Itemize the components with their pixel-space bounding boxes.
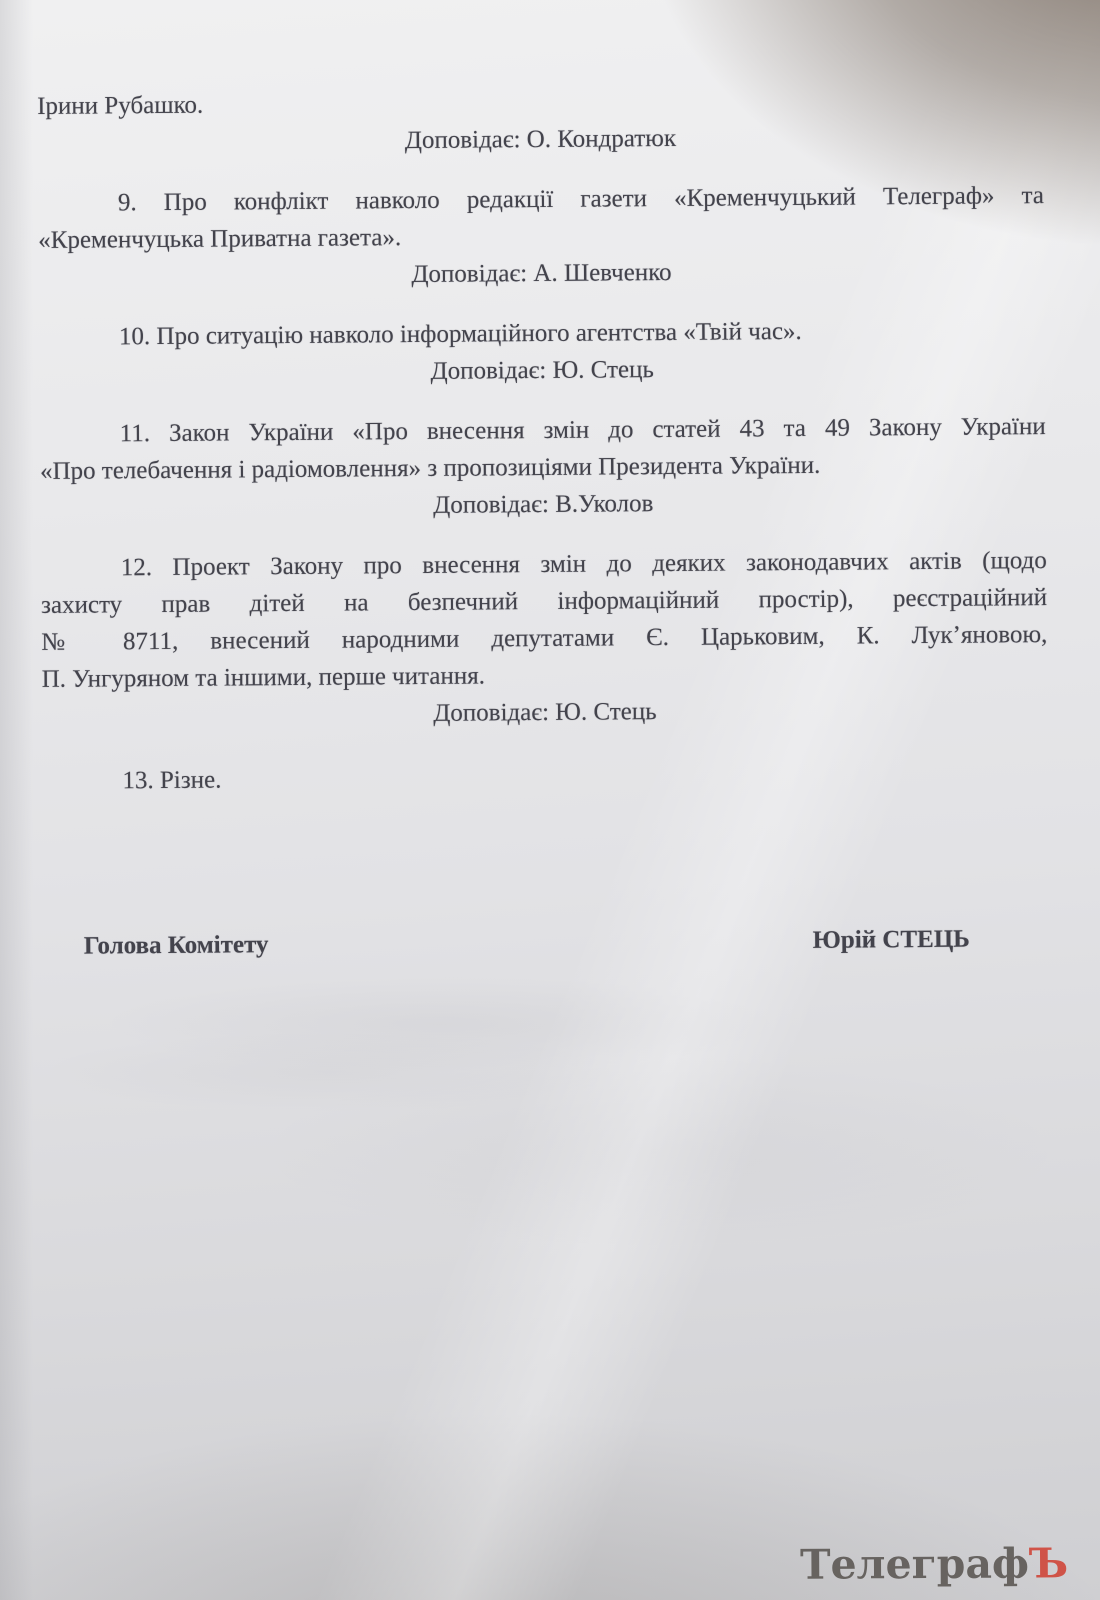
paragraph-line: Ірини Рубашко. <box>37 91 204 120</box>
paragraph-line: «Про телебачення і радіомовлення» з пропозиціями Президента України. <box>39 451 821 485</box>
paragraph-line: № 8711, внесений народними депутатами Є. Царьковим, К. Лук’яновою, <box>41 621 1048 656</box>
agenda-item-10 <box>39 311 1046 393</box>
agenda-content <box>37 80 1050 965</box>
paragraph-line: 9. Про конфлікт навколо редакції газети «Кременчуцький Телеграф» та <box>117 182 1044 217</box>
reporter-line: Доповідає: Ю. Стець <box>430 356 654 385</box>
agenda-item-13 <box>42 755 1048 800</box>
paragraph-line: 12. Проект Закону про внесення змін до деяких законодавчих актів (щодо <box>120 547 1047 582</box>
agenda-item-9 <box>38 177 1045 296</box>
telegraf-watermark <box>800 1539 1068 1588</box>
agenda-item-11 <box>40 408 1047 527</box>
paragraph-line: захисту прав дітей на безпечний інформаційний простір), реєстраційний <box>40 584 1048 619</box>
watermark-text: Телеграф <box>799 1539 1029 1589</box>
intro-continuation <box>37 80 1044 162</box>
agenda-item-12 <box>41 542 1048 735</box>
reporter-line: Доповідає: В.Уколов <box>433 490 654 519</box>
reporter-line: Доповідає: О. Кондратюк <box>404 124 677 155</box>
signature-title: Голова Комітету <box>83 931 269 960</box>
paragraph-line: 13. Різне. <box>122 766 222 795</box>
reporter-line: Доповідає: Ю. Стець <box>433 698 657 727</box>
watermark-hard-sign: Ъ <box>1028 1539 1069 1588</box>
reporter-line: Доповідає: А. Шевченко <box>411 258 672 289</box>
paragraph-line: П. Унгуряном та іншими, перше читання. <box>41 662 486 693</box>
signature-name: Юрій СТЕЦЬ <box>812 925 970 954</box>
paragraph-line: 11. Закон України «Про внесення змін до статей 43 та 49 Закону України <box>119 413 1046 448</box>
signature-block <box>44 920 1050 965</box>
paragraph-line: «Кременчуцька Приватна газета». <box>38 224 402 254</box>
paragraph-line: 10. Про ситуацію навколо інформаційного агентства «Твій час». <box>118 317 802 351</box>
